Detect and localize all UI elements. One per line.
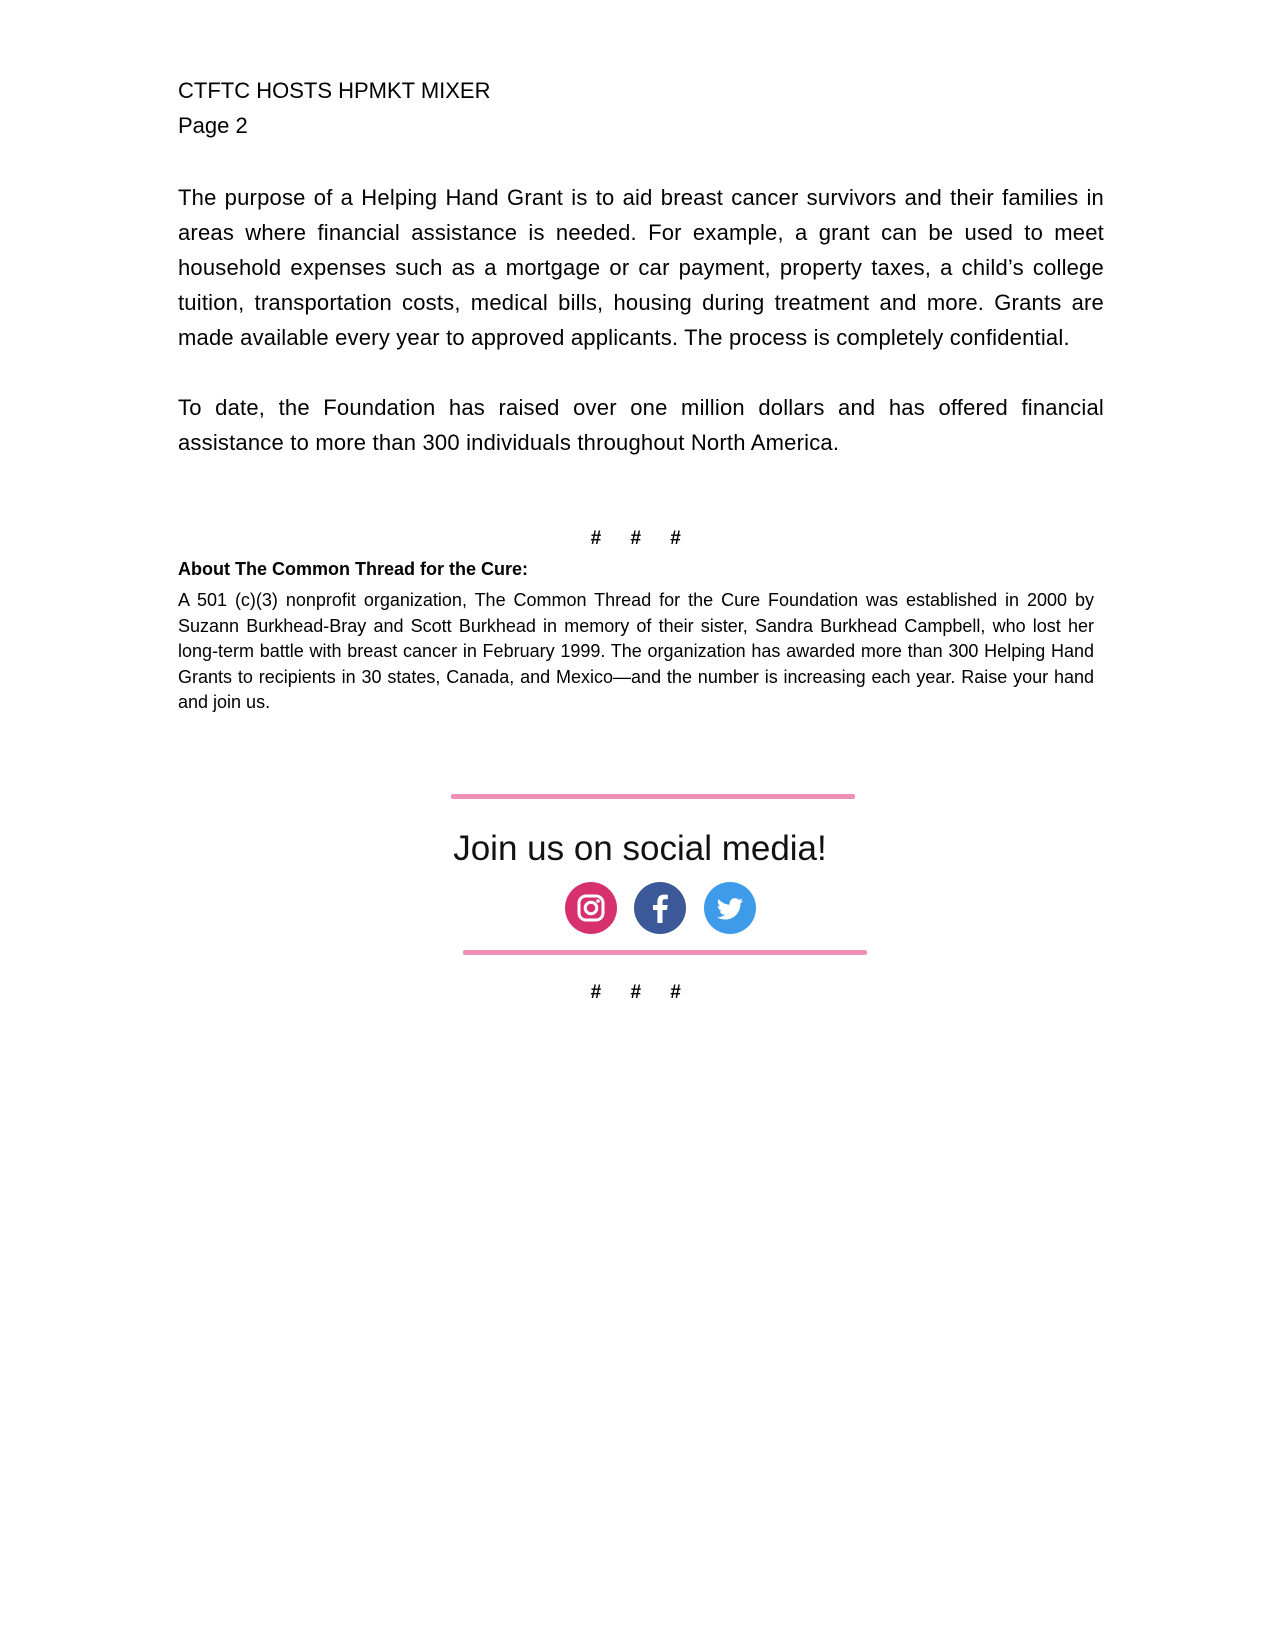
foundation-impact-paragraph: To date, the Foundation has raised over one million dollars and has offered financial assistance to more than 300 individuals throughout North America. — [178, 395, 1104, 455]
twitter-icon[interactable] — [704, 882, 756, 934]
grant-purpose-paragraph: The purpose of a Helping Hand Grant is to aid breast cancer survivors and their families in areas where financial assistance is needed. For example, a grant can be used to meet household expenses such as a mortgage or car payment, property taxes, a child’s college tuition, transportation costs, medical bills, housing during treatment and more. Grants are made available every year to approved applicants. The process is completely confidential. — [178, 185, 1104, 350]
facebook-glyph — [634, 882, 686, 934]
twitter-glyph — [704, 882, 756, 934]
social-media-heading: Join us on social media! — [453, 829, 827, 868]
document-title: CTFTC HOSTS HPMKT MIXER — [178, 78, 491, 103]
page-number: Page 2 — [178, 113, 248, 138]
instagram-glyph — [565, 882, 617, 934]
about-paragraph: A 501 (c)(3) nonprofit organization, The Common Thread for the Cure Foundation was established in 2000 by Suzann Burkhead-Bray and Scott Burkhead in memory of their sister, Sandra Burkhead Campbell, who lost her long-term battle with breast cancer in February 1999. The organization has awarded more than 300 Helping Hand Grants to recipients in 30 states, Canada, and Mexico—and the number is increasing each year. Raise your hand and join us. — [178, 590, 1094, 713]
social-rule-bottom — [463, 950, 867, 955]
instagram-dot — [596, 899, 600, 903]
section-separator-top: # # # — [590, 528, 693, 549]
instagram-icon[interactable] — [565, 882, 617, 934]
section-separator-bottom: # # # — [590, 982, 693, 1003]
facebook-icon[interactable] — [634, 882, 686, 934]
about-heading: About The Common Thread for the Cure: — [178, 559, 528, 579]
social-rule-top — [451, 794, 855, 799]
instagram-circle — [565, 882, 617, 934]
